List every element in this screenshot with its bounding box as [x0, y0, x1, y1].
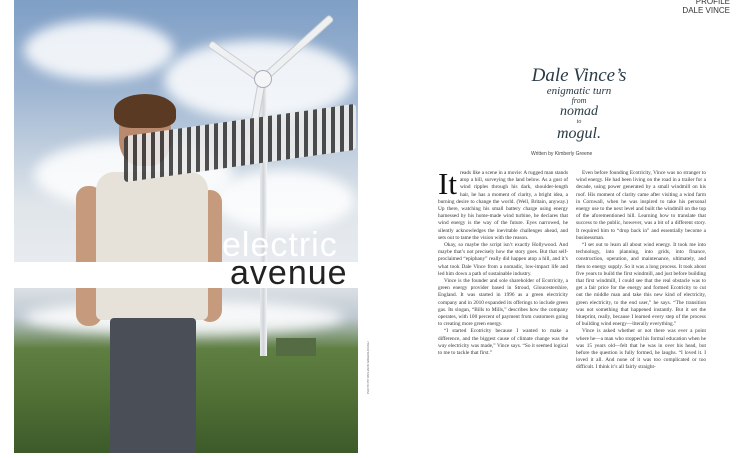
headline-line-2: enigmatic turn [546, 85, 612, 97]
article-paragraph: Vince is asked whether or not there was ever a point where he—a man who stopped his formal education when he was 15 years old—felt that he was in over his head, but before the question is fully formed, he laughs. “I loved it. I loved it all. And none of it was too complicated or too difficult. I think it’s all fairly straight- [576, 328, 706, 371]
byline: Written by Kimberly Greene [531, 151, 593, 157]
headline-line-5: to [576, 119, 582, 125]
article-paragraph: Even before founding Ecotricity, Vince was no stranger to wind energy. He had been living on the road in a trailer for a decade, using power generated by a small windmill on his roof. His moment of clarity came after visiting a wind farm in Cornwall, when he was inspired to take his personal energy use to the next level and built the windmill on the top of the aforementioned hill. Learning how to translate that success to the public, however, was a bit of a different story. It required him to “drop back in” and essentially become a businessman. [576, 170, 706, 241]
article-column-2 [576, 170, 706, 372]
person-hair [114, 94, 176, 128]
feature-title-electric: electric [222, 226, 338, 264]
article-column-1 [438, 166, 568, 357]
drop-cap: It [438, 166, 457, 201]
right-page [378, 0, 740, 460]
section-label: PROFILE [695, 0, 730, 6]
article-paragraph: “I started Ecotricity because I wanted to make a difference, and the biggest cause of climate change was the way electricity was made,” Vince says. “So it seemed logical to me to tackle that first.” [438, 328, 568, 357]
person-jeans [110, 318, 196, 453]
article-paragraph: reads like a scene in a movie: A rugged man stands atop a hill, surveying the land below. As a gust of wind ripples through his dark, shoulder-length hair, he has a moment of clarity, a bright idea, a burning desire to change the world. (Well, Britain, anyway.) Up there, watching his small battery charge using energy harnessed by his home-made wind turbine, he declares that wind energy is the way of the future. Eyes narrowed, he silently acknowledges the inevitable challenges ahead, and sets out to tame the vision with the reason. [438, 170, 568, 241]
section-name: DALE VINCE [682, 6, 730, 15]
article-paragraph: Okay, so maybe the script isn’t exactly Hollywood. And maybe that’s not precisely how the story goes. But that self-proclaimed “epiphany” really did happen atop a hill, and it’s what took Dale Vince from a nomadic, low-impact life and led him down a path of sustainable industry. [438, 242, 568, 277]
cloud [24, 20, 174, 80]
turbine-hub [254, 70, 272, 88]
photo-credit: PHOTO BY RICHARD GREENHOUGH [366, 341, 370, 394]
cloud [214, 170, 354, 230]
headline-line-4: nomad [559, 104, 599, 119]
section-header [682, 0, 730, 15]
article-paragraph: Vince is the founder and sole shareholder of Ecotricity, a green energy provider based in Stroud, Gloucestershire, England. It was started in 1996 as a green electricity company and in 2010 expanded its offerings to include green gas. Its slogan, “Bills to Mills,” describes how the company operates, with 100 percent of payment from customers going to creating more green energy. [438, 278, 568, 328]
turbine-building [276, 338, 316, 356]
headline-line-3: from [571, 96, 587, 105]
headline-line-6: mogul. [557, 125, 601, 142]
headline-line-1: Dale Vince’s [531, 65, 627, 86]
article-paragraph: “I set out to learn all about wind energy. It took me into technology, into planning, into grids, into finance, construction, operation, and maintenance, ultimately, and then to energy supply. So it was a long process. It took about five years to build the first windmill, and just before building that first windmill, I could see that the real obstacle was to get a fair price for the energy and formed Ecotricity to cut out the middle man and take this new kind of electricity, green electricity, to the end user,” he says. “The transition was not something that happened instantly. But it set the blueprint, really, because I learned every step of the process of building wind energy—literally everything.” [576, 242, 706, 328]
person-tshirt [96, 172, 208, 320]
feature-title-avenue: avenue [230, 254, 348, 292]
headline [378, 66, 740, 142]
